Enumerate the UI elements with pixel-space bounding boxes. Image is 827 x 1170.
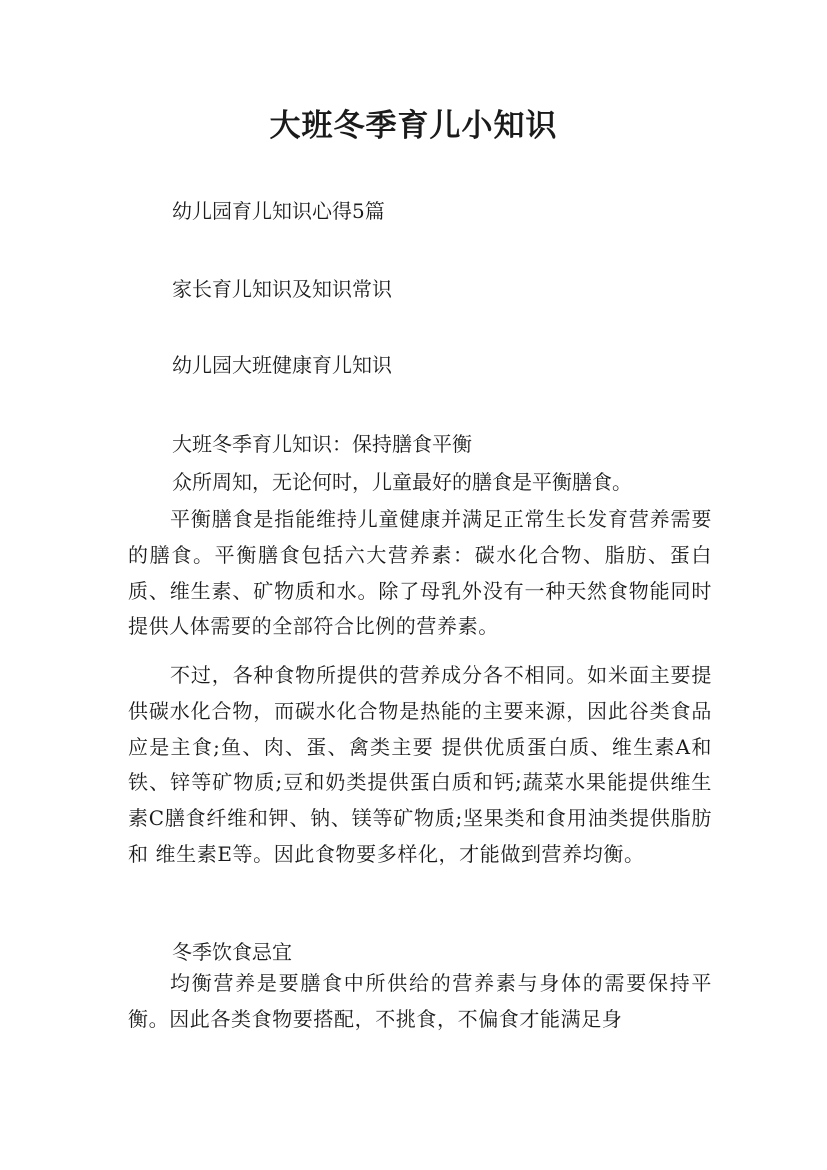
link-item-1: 幼儿园育儿知识心得5篇 — [172, 199, 385, 223]
subheading: 冬季饮食忌宜 — [172, 940, 292, 964]
intro-paragraph: 众所周知，无论何时，儿童最好的膳食是平衡膳食。 — [172, 470, 632, 494]
link-item-2: 家长育儿知识及知识常识 — [172, 277, 392, 301]
paragraph-1: 平衡膳食是指能维持儿童健康并满足正常生长发育营养需要的膳食。平衡膳食包括六大营养素：碳水化合物、脂肪、蛋白质、维生素、矿物质和水。除了母乳外没有一种天然食物能同时提供人体需要的全部符合比例的营养素。 — [128, 507, 712, 639]
document-title: 大班冬季育儿小知识 — [269, 108, 558, 144]
link-item-3: 幼儿园大班健康育儿知识 — [172, 353, 392, 377]
section-heading: 大班冬季育儿知识：保持膳食平衡 — [172, 432, 472, 456]
paragraph-3: 均衡营养是要膳食中所供给的营养素与身体的需要保持平衡。因此各类食物要搭配，不挑食，不偏食才能满足身 — [128, 971, 712, 1031]
paragraph-2: 不过，各种食物所提供的营养成分各不相同。如米面主要提供碳水化合物，而碳水化合物是热能的主要来源，因此谷类食品应是主食;鱼、肉、蛋、禽类主要 提供优质蛋白质、维生素A和铁、锌等矿物质;豆和奶类提供蛋白质和钙;蔬菜水果能提供维生素C膳食纤维和钾、钠、镁等矿物质;坚果类和食用油类提供脂肪和 维生素E等。因此食物要多样化，才能做到营养均衡。 — [128, 663, 712, 866]
